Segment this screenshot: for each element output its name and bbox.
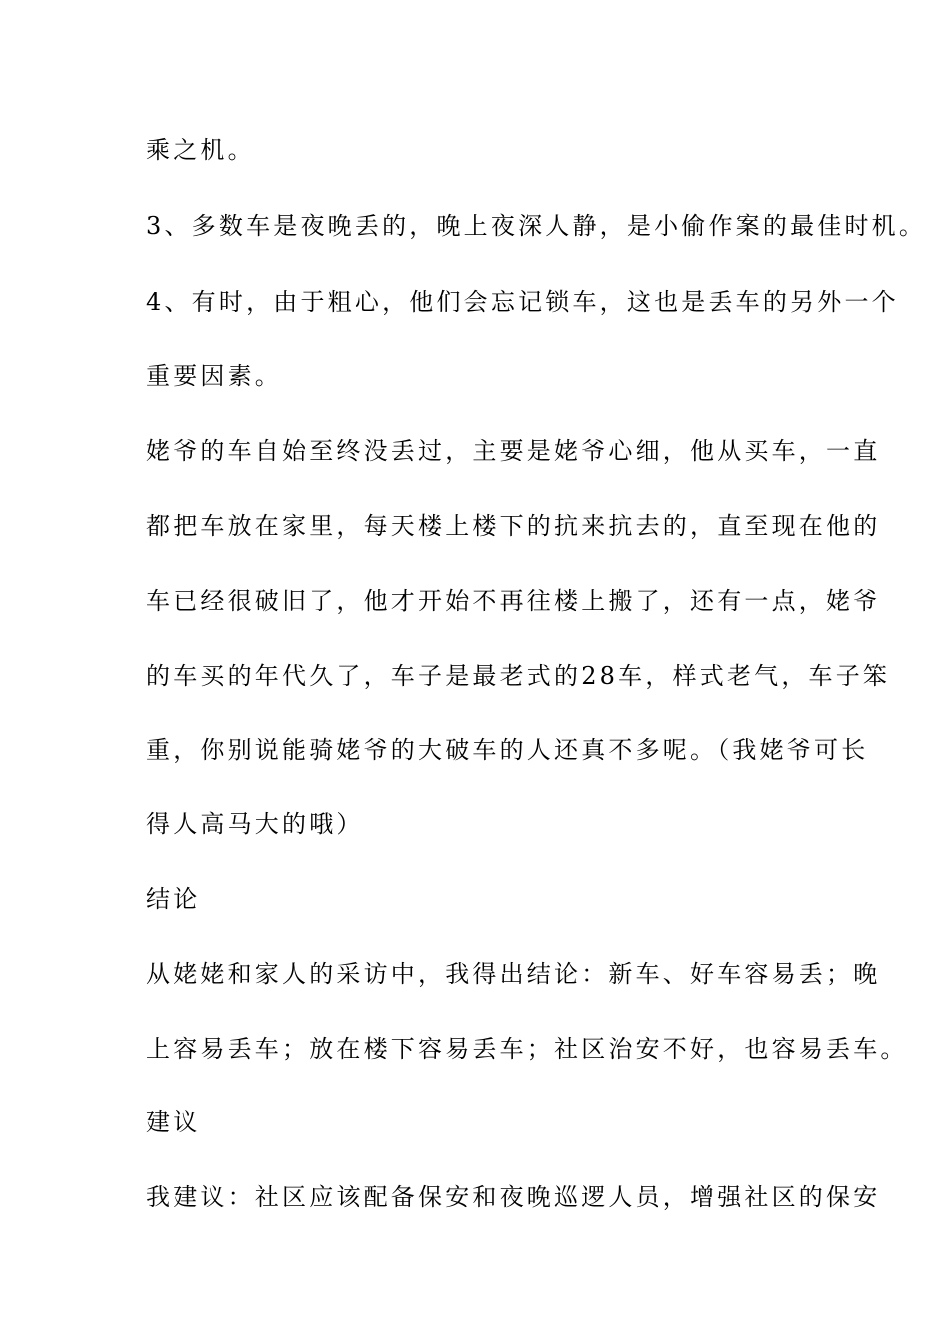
text-line-10: 得人高马大的哦） bbox=[146, 810, 364, 838]
text-line-5: 姥爷的车自始至终没丢过，主要是姥爷心细，他从买车，一直 bbox=[146, 437, 881, 465]
text-line-8: 的车买的年代久了，车子是最老式的28车，样式老气，车子笨 bbox=[146, 662, 891, 690]
text-line-7: 车已经很破旧了，他才开始不再往楼上搬了，还有一点，姥爷 bbox=[146, 587, 881, 615]
text-line-6: 都把车放在家里，每天楼上楼下的抗来抗去的，直至现在他的 bbox=[146, 512, 881, 540]
text-line-13: 上容易丢车；放在楼下容易丢车；社区治安不好，也容易丢车。 bbox=[146, 1035, 908, 1063]
text-line-12: 从姥姥和家人的采访中，我得出结论：新车、好车容易丢；晚 bbox=[146, 960, 881, 988]
text-line-2: 3、多数车是夜晚丢的，晚上夜深人静，是小偷作案的最佳时机。 bbox=[146, 212, 927, 240]
text-line-15: 我建议：社区应该配备保安和夜晚巡逻人员，增强社区的保安 bbox=[146, 1183, 881, 1211]
text-line-3: 4、有时，由于粗心，他们会忘记锁车，这也是丢车的另外一个 bbox=[146, 288, 899, 316]
text-line-1: 乘之机。 bbox=[146, 136, 255, 164]
section-heading-suggestion: 建议 bbox=[146, 1108, 201, 1136]
text-line-9: 重，你别说能骑姥爷的大破车的人还真不多呢。（我姥爷可长 bbox=[146, 736, 869, 764]
section-heading-conclusion: 结论 bbox=[146, 885, 201, 913]
text-line-4: 重要因素。 bbox=[146, 362, 282, 390]
